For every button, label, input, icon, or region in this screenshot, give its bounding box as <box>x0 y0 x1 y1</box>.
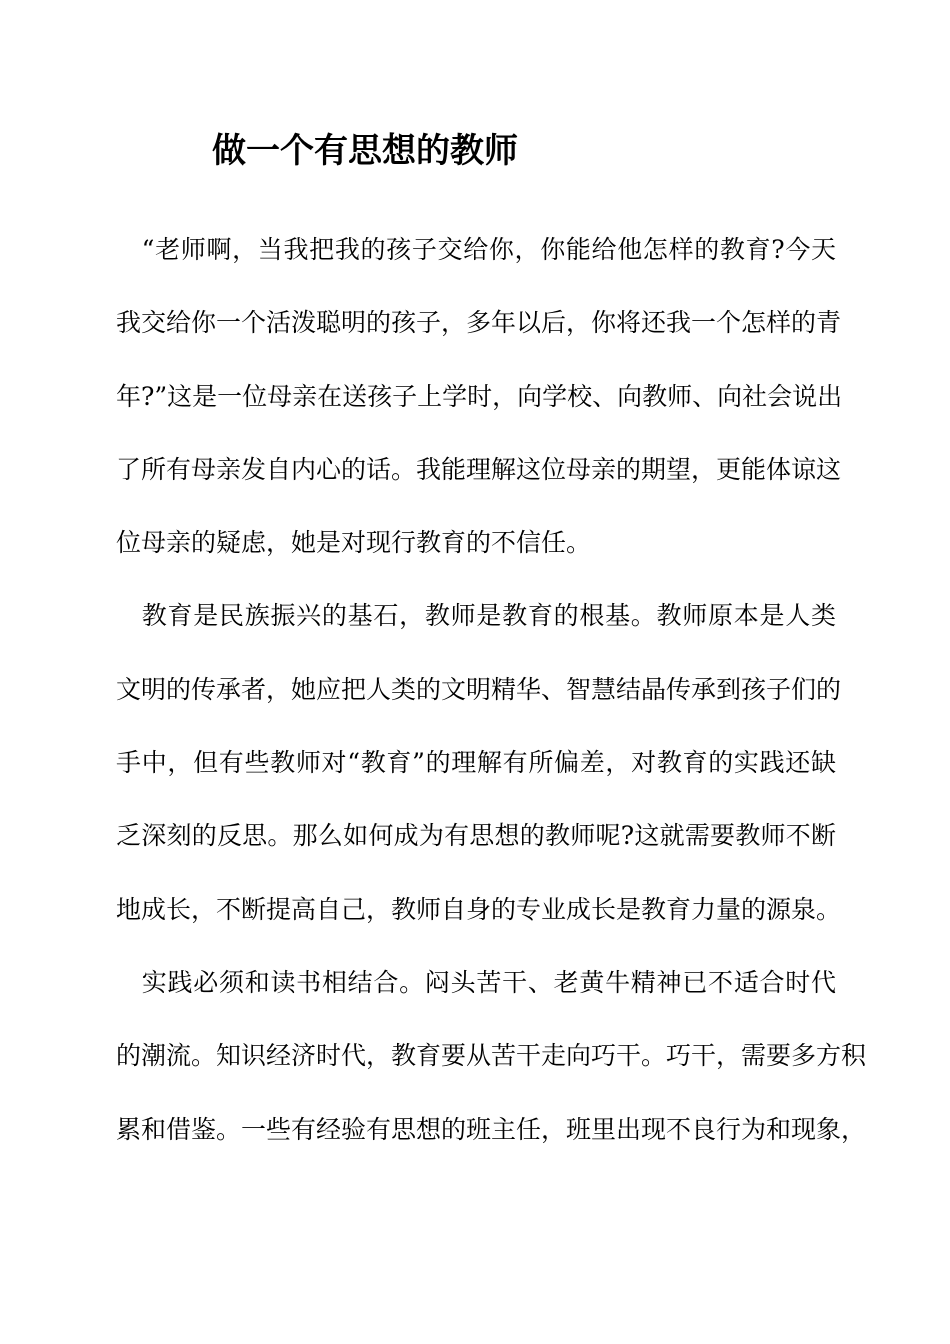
text-line: 地成长，不断提高自己，教师自身的专业成长是教育力量的源泉。 <box>116 894 842 924</box>
document-body <box>116 213 867 1166</box>
text-line: “老师啊，当我把我的孩子交给你，你能给他怎样的教育?今天 <box>116 235 836 264</box>
text-line: 我交给你一个活泼聪明的孩子，多年以后，你将还我一个怎样的青 <box>116 308 842 338</box>
text-line: 乏深刻的反思。那么如何成为有思想的教师呢?这就需要教师不断 <box>116 821 836 851</box>
text-line: 位母亲的疑虑，她是对现行教育的不信任。 <box>116 528 592 558</box>
text-line: 年?”这是一位母亲在送孩子上学时，向学校、向教师、向社会说出 <box>116 381 843 411</box>
text-line: 累和借鉴。一些有经验有思想的班主任，班里出现不良行为和现象， <box>116 1114 867 1144</box>
text-line: 了所有母亲发自内心的话。我能理解这位母亲的期望，更能体谅这 <box>116 454 842 484</box>
text-line: 的潮流。知识经济时代，教育要从苦干走向巧干。巧干，需要多方积 <box>116 1041 867 1071</box>
text-line: 教育是民族振兴的基石，教师是教育的根基。教师原本是人类 <box>116 601 836 631</box>
text-line: 实践必须和读书相结合。闷头苦干、老黄牛精神已不适合时代 <box>116 967 836 997</box>
text-line: 文明的传承者，她应把人类的文明精华、智慧结晶传承到孩子们的 <box>116 674 842 704</box>
text-line: 手中，但有些教师对“教育”的理解有所偏差，对教育的实践还缺 <box>116 748 836 778</box>
document-title: 做一个有思想的教师 <box>212 131 518 171</box>
